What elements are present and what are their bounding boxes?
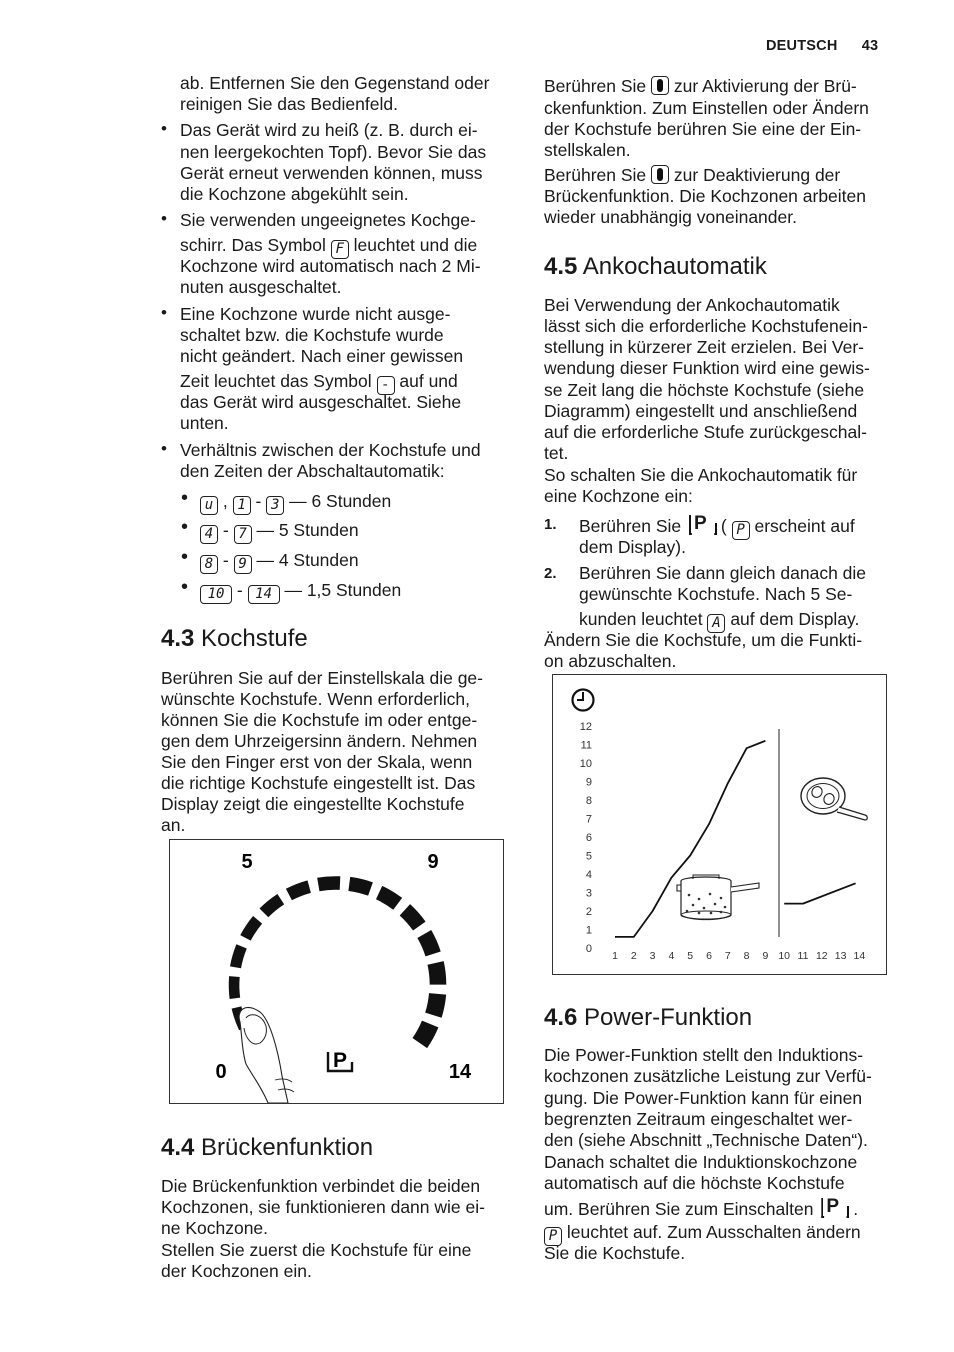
text: ,: [222, 491, 228, 511]
minus-symbol-icon: -: [377, 376, 395, 395]
paragraph-line: die richtige Kochstufe eingestellt ist. Das: [161, 773, 476, 793]
paragraph-line: tet.: [544, 443, 569, 463]
p-symbol-icon: P: [544, 1227, 562, 1246]
section-title: Ankochautomatik: [582, 253, 767, 280]
x-tick-label: 5: [687, 950, 694, 962]
paragraph-line: Bei Verwendung der Ankochautomatik: [544, 295, 840, 315]
bullet-line: die Kochzone abgekühlt sein.: [180, 184, 409, 204]
text: .: [853, 1199, 859, 1219]
level-symbol-icon: 7: [234, 525, 252, 544]
sub-bullet-line: [200, 580, 401, 604]
y-tick-label: 3: [585, 887, 592, 900]
dial-svg: [170, 840, 503, 1103]
intro-line: reinigen Sie das Bedienfeld.: [180, 94, 398, 114]
text: erscheint auf: [754, 516, 855, 536]
text: Berühren Sie: [544, 165, 647, 185]
dial-scale-segment: [433, 994, 437, 1015]
y-tick-label: 0: [585, 943, 592, 955]
text: schirr. Das Symbol: [180, 235, 326, 255]
sub-bullet-dot: •: [181, 576, 189, 598]
section-number: 4.3: [161, 625, 195, 652]
sub-bullet-dot: •: [181, 487, 189, 509]
section-number: 4.6: [544, 1004, 578, 1031]
text: Zeit leuchtet das Symbol: [180, 371, 372, 391]
y-tick-label: 7: [585, 813, 592, 826]
frying-pan-icon: [801, 778, 867, 820]
paragraph-line: gung. Die Power-Funktion kann für einen: [544, 1088, 863, 1108]
text: leuchtet auf. Zum Ausschalten ändern: [566, 1222, 861, 1242]
dial-scale-segment: [424, 934, 433, 954]
level-symbol-icon: 4: [200, 525, 218, 544]
paragraph-line: Sie die Kochstufe.: [544, 1243, 686, 1263]
y-tick-label: 12: [579, 721, 592, 733]
section-heading-4-6: [544, 1004, 752, 1032]
paragraph-line: wünschte Kochstufe. Wenn erforderlich,: [161, 689, 471, 709]
paragraph-line: lässt sich die erforderliche Kochstufenein-: [544, 316, 868, 336]
bridge-icon: [651, 165, 669, 184]
text: Berühren Sie: [579, 516, 682, 536]
section-heading-4-3: [161, 625, 308, 653]
page-number: 43: [861, 38, 879, 54]
text: -: [236, 580, 243, 600]
paragraph-line: Kochzonen, sie funktionieren dann wie ei-: [161, 1197, 485, 1217]
paragraph-line: den (siehe Abschnitt „Technische Daten“).: [544, 1130, 868, 1150]
section-title: Kochstufe: [201, 625, 308, 652]
y-tick-label: 2: [585, 906, 592, 918]
bullet-dot: •: [161, 209, 167, 228]
sub-bullet-dot: •: [181, 516, 189, 538]
paragraph-line: Berühren Sie auf der Einstellskala die ge-: [161, 668, 483, 688]
bridge-icon: [651, 76, 669, 95]
bullet-line: nen leergekochten Topf). Bevor Sie das: [180, 142, 487, 162]
step-line: dem Display).: [579, 537, 686, 557]
text: leuchtet und die: [353, 235, 478, 255]
sub-bullet-dot: •: [181, 546, 189, 568]
power-boost-icon: [686, 515, 716, 535]
y-tick-label: 8: [585, 795, 592, 807]
step-number: 2.: [544, 565, 557, 582]
sub-bullet-line: [200, 491, 391, 515]
section-heading-4-4: [161, 1134, 373, 1162]
paragraph-line: stellskalen.: [544, 140, 631, 160]
text: auf dem Display.: [730, 609, 860, 629]
ankochautomatik-chart: [552, 674, 887, 975]
text: — 6 Stunden: [289, 491, 392, 511]
sub-bullet-line: [200, 520, 359, 544]
y-tick-label: 5: [585, 850, 592, 863]
bullet-line: Verhältnis zwischen der Kochstufe und: [180, 440, 481, 460]
bullet-line: Sie verwenden ungeeignetes Kochge-: [180, 210, 476, 230]
bullet-line: unten.: [180, 413, 229, 433]
y-axis-ticks: [580, 721, 592, 955]
p-symbol-icon: P: [732, 521, 750, 540]
paragraph-line: können Sie die Kochstufe im oder entge-: [161, 710, 478, 730]
level-symbol-icon: 10: [200, 585, 232, 604]
paragraph-line: [544, 1198, 858, 1220]
paragraph-line: an.: [161, 815, 186, 835]
y-tick-label: 1: [585, 924, 592, 937]
dial-scale-segment: [289, 887, 309, 895]
x-tick-label: 3: [649, 950, 656, 962]
dial-scale-segment: [405, 910, 419, 926]
paragraph-line: So schalten Sie die Ankochautomatik für: [544, 465, 858, 485]
section-heading-4-5: [544, 253, 767, 281]
paragraph-line: wieder unabhängig voneinander.: [544, 207, 797, 227]
text: um. Berühren Sie zum Einschalten: [544, 1199, 814, 1219]
dial-scale-segment: [420, 1024, 430, 1043]
paragraph-line: automatisch auf die höchste Kochstufe: [544, 1173, 845, 1193]
x-tick-label: 13: [834, 950, 847, 962]
paragraph-line: Die Power-Funktion stellt den Induktions-: [544, 1045, 864, 1065]
x-tick-label: 10: [778, 950, 791, 962]
x-tick-label: 14: [853, 950, 866, 962]
bullet-dot: •: [161, 119, 167, 138]
level-symbol-icon: 8: [200, 555, 218, 574]
x-axis-ticks: [612, 950, 865, 962]
level-symbol-icon: u: [200, 496, 218, 515]
paragraph-line: Diagramm) eingestellt und anschließend: [544, 401, 858, 421]
bullet-dot: •: [161, 303, 167, 322]
paragraph-line: begrenzten Zeitraum eingeschaltet wer-: [544, 1109, 853, 1129]
paragraph-line: Stellen Sie zuerst die Kochstufe für eine: [161, 1240, 472, 1260]
chart-svg: [553, 675, 886, 974]
x-tick-label: 9: [762, 950, 769, 962]
paragraph-line: ne Kochzone.: [161, 1218, 269, 1238]
paragraph-line: auf die erforderliche Stufe zurückgeschal-: [544, 422, 867, 442]
paragraph-line: kochzonen zusätzliche Leistung zur Verfü-: [544, 1066, 872, 1086]
text: -: [222, 550, 229, 570]
power-boost-button-icon: [328, 1049, 352, 1072]
text: — 1,5 Stunden: [284, 580, 402, 600]
paragraph-line: Die Brückenfunktion verbindet die beiden: [161, 1176, 481, 1196]
paragraph-line: Display zeigt die eingestellte Kochstufe: [161, 794, 465, 814]
text: — 4 Stunden: [256, 550, 359, 570]
power-boost-label: P: [332, 1049, 348, 1072]
y-tick-label: 11: [580, 739, 592, 752]
section-number: 4.4: [161, 1134, 195, 1161]
x-tick-label: 11: [797, 950, 809, 962]
paragraph-line: on abzuschalten.: [544, 651, 677, 671]
y-tick-label: 10: [579, 758, 592, 770]
level-symbol-icon: 14: [248, 585, 280, 604]
bullet-line: den Zeiten der Abschaltautomatik:: [180, 461, 445, 481]
bullet-dot: •: [161, 439, 167, 458]
text: -: [222, 520, 229, 540]
dial-label-14: 14: [448, 1061, 472, 1083]
text: auf und: [399, 371, 458, 391]
text: zur Deaktivierung der: [673, 165, 841, 185]
x-tick-label: 2: [630, 950, 637, 962]
x-tick-label: 12: [815, 950, 828, 962]
step-number: 1.: [544, 516, 557, 533]
icon-letter: P: [826, 1196, 840, 1217]
dial-scale-segment: [318, 883, 340, 884]
level-symbol-icon: 1: [233, 496, 251, 515]
dial-scale-segment: [234, 977, 235, 999]
dial-label-9: 9: [427, 851, 439, 873]
paragraph-line: se Zeit lang die höchste Kochstufe (siehe: [544, 380, 865, 400]
chart-series: [615, 741, 856, 937]
paragraph-line: der Kochzonen ein.: [161, 1261, 312, 1281]
bullet-line: Eine Kochzone wurde nicht ausge-: [180, 304, 451, 324]
paragraph-line: ckenfunktion. Zum Einstellen oder Ändern: [544, 98, 869, 118]
dial-scale-segment: [246, 920, 258, 938]
paragraph-line: eine Kochzone ein:: [544, 486, 693, 506]
bullet-line: Kochzone wird automatisch nach 2 Mi-: [180, 256, 481, 276]
x-tick-label: 1: [612, 950, 618, 962]
clock-icon: [573, 690, 594, 711]
bullet-line: nuten ausgeschaltet.: [180, 277, 342, 297]
x-tick-label: 7: [724, 950, 731, 962]
dial-label-5: 5: [241, 851, 253, 873]
intro-line: ab. Entfernen Sie den Gegenstand oder: [180, 73, 490, 93]
dial-scale-segment: [264, 899, 281, 913]
running-header: [766, 38, 878, 54]
f-symbol-icon: F: [331, 240, 349, 259]
icon-letter: P: [694, 513, 707, 534]
a-symbol-icon: A: [707, 614, 725, 633]
dial-scale-segment: [379, 893, 398, 904]
paragraph-line: [544, 165, 840, 186]
x-tick-label: 6: [706, 950, 712, 962]
text: Berühren Sie: [544, 76, 647, 96]
section-number: 4.5: [544, 253, 578, 280]
header-language: DEUTSCH: [766, 38, 838, 54]
x-tick-label: 8: [743, 950, 750, 962]
text: (: [720, 516, 727, 536]
text: — 5 Stunden: [256, 520, 359, 540]
y-tick-label: 9: [585, 776, 592, 789]
text: -: [255, 491, 262, 511]
finger-icon: [239, 1007, 294, 1103]
section-title: Power-Funktion: [584, 1004, 753, 1031]
paragraph-line: Brückenfunktion. Die Kochzonen arbeiten: [544, 186, 867, 206]
paragraph-line: wendung dieser Funktion wird eine gewis-: [544, 358, 870, 378]
paragraph-line: [544, 76, 857, 97]
pot-icon: [677, 875, 759, 920]
x-tick-label: 4: [668, 950, 675, 962]
section-title: Brückenfunktion: [201, 1134, 374, 1161]
paragraph-line: gen dem Uhrzeigersinn ändern. Nehmen: [161, 731, 478, 751]
sub-bullet-line: [200, 550, 359, 574]
dial-label-0: 0: [215, 1061, 227, 1083]
text: kunden leuchtet: [579, 609, 703, 629]
bullet-line: nicht geändert. Nach einer gewissen: [180, 346, 464, 366]
level-symbol-icon: 9: [234, 555, 252, 574]
paragraph-line: Danach schaltet die Induktionskochzone: [544, 1152, 858, 1172]
series-line-fortkochphase: [784, 883, 855, 903]
paragraph-line: stellung in kürzerer Zeit erzielen. Bei Ver-: [544, 337, 864, 357]
dial-scale-segment: [236, 946, 242, 967]
step-line: Berühren Sie dann gleich danach die: [579, 563, 867, 583]
paragraph-line: Sie den Finger erst von der Skala, wenn: [161, 752, 473, 772]
y-tick-label: 6: [585, 832, 592, 844]
level-symbol-icon: 3: [266, 496, 284, 515]
bullet-line: Das Gerät wird zu heiß (z. B. durch ei-: [180, 120, 478, 140]
paragraph-line: Ändern Sie die Kochstufe, um die Funkti-: [544, 630, 863, 650]
y-tick-label: 4: [585, 869, 592, 881]
paragraph-line: der Kochstufe berühren Sie eine der Ein-: [544, 119, 862, 139]
power-boost-icon: [818, 1198, 848, 1218]
bullet-line: schaltet bzw. die Kochstufe wurde: [180, 325, 444, 345]
bullet-line: Gerät erneut verwenden können, muss: [180, 163, 483, 183]
dial-scale-segment: [436, 963, 438, 985]
dial-illustration: [169, 839, 504, 1104]
dial-scale-segment: [349, 884, 370, 889]
step-line: gewünschte Kochstufe. Nach 5 Se-: [579, 584, 853, 604]
bullet-line: das Gerät wird ausgeschaltet. Siehe: [180, 392, 462, 412]
text: zur Aktivierung der Brü-: [673, 76, 857, 96]
